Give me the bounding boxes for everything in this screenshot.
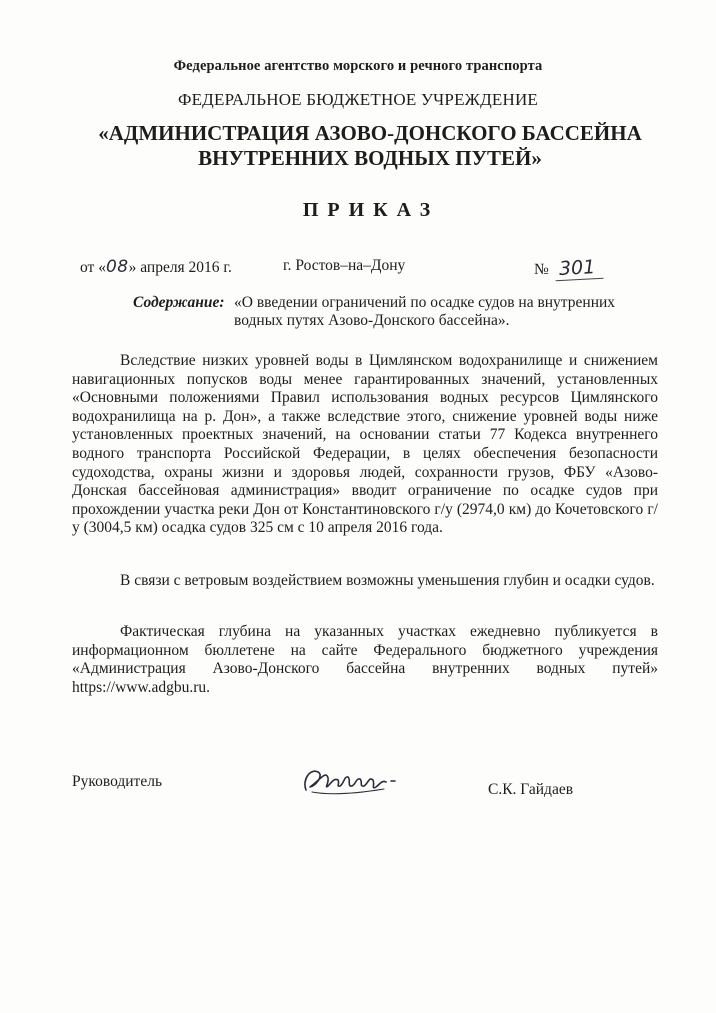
- institution-type: ФЕДЕРАЛЬНОЕ БЮДЖЕТНОЕ УЧРЕЖДЕНИЕ: [177, 90, 539, 109]
- body-paragraph-3: Фактическая глубина на указанных участках ежедневно публикуется в информационном бюллетене на сайте Федерального бюджетного учреждения «Администрация Азово-Донского бассейна внутренних водных путей» https://www.adgbu.ru.: [72, 623, 658, 696]
- handwritten-signature: [298, 756, 408, 806]
- date-prefix: от «: [80, 259, 106, 276]
- organization-name-line-1: «АДМИНИСТРАЦИЯ АЗОВО-ДОНСКОГО БАССЕЙНА: [98, 121, 642, 145]
- order-number: [534, 257, 603, 280]
- agency-name: Федеральное агентство морского и речного транспорта: [173, 58, 543, 74]
- document-type: ПРИКАЗ: [302, 199, 440, 221]
- signatory-title: Руководитель: [72, 773, 163, 790]
- order-city: г. Ростов–на–Дону: [283, 257, 406, 274]
- date-suffix: » апреля 2016 г.: [128, 259, 232, 276]
- order-date: [80, 257, 232, 277]
- body-paragraph-1: Вследствие низких уровней воды в Цимлянском водохранилище и снижением навигационных попусков воды менее гарантированных значений, установленных «Основными положениями Правил использования водных ресурсов Цимлянского водохранилища на р. Дон», а также вследствие этого, снижение уровней воды ниже установленных проектных значений, на основании статьи 77 Кодекса внутреннего водного транспорта Российской Федерации, в целях обеспечения безопасности судоходства, охраны жизни и здоровья людей, сохранности грузов, ФБУ «Азово-Донская бассейновая администрация» вводит ограничение по осадке судов при прохождении участка реки Дон от Константиновского г/у (2974,0 км) до Кочетовского г/у (3004,5 км) осадка судов 325 см с 10 апреля 2016 года.: [72, 352, 658, 537]
- subject-text: «О введении ограничений по осадке судов на внутренних водных путях Азово-Донского бассейна».: [234, 294, 616, 329]
- number-value-handwritten: 301: [554, 256, 603, 281]
- number-label: №: [534, 261, 549, 278]
- organization-name-line-2: ВНУТРЕННИХ ВОДНЫХ ПУТЕЙ»: [198, 146, 542, 170]
- date-day-handwritten: 08: [105, 257, 129, 277]
- subject-label: Содержание:: [133, 294, 225, 311]
- body-paragraph-2: В связи с ветровым воздействием возможны уменьшения глубин и осадки судов.: [120, 572, 655, 589]
- signatory-name: С.К. Гайдаев: [488, 781, 574, 798]
- organization-name: [0, 121, 716, 171]
